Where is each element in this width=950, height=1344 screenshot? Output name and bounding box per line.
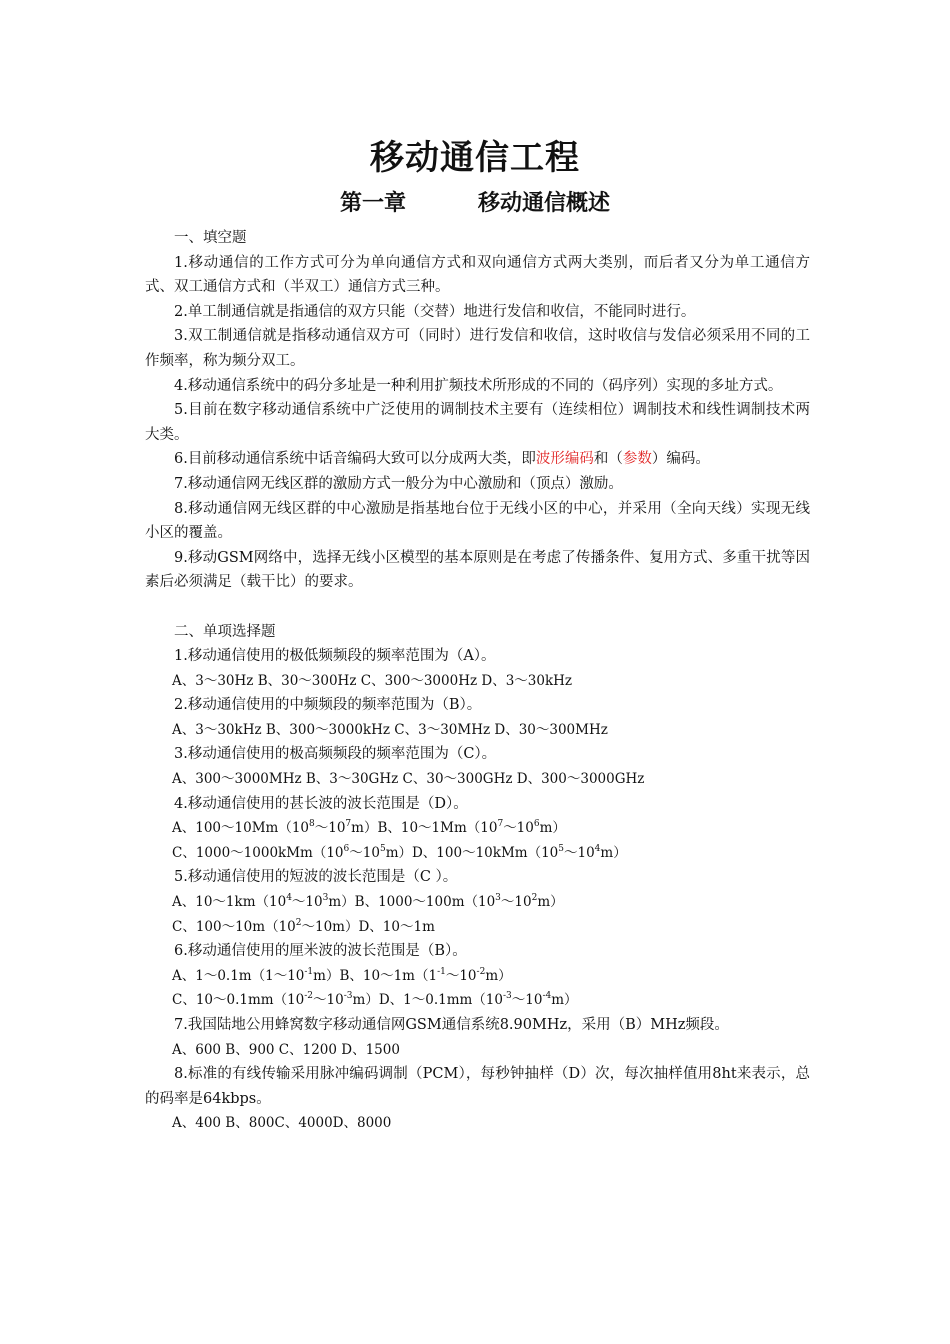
exponent: -3 bbox=[502, 991, 512, 1002]
choice-options: A、400 B、800C、4000D、8000 bbox=[172, 1115, 392, 1132]
text-span: m）D、1～0.1mm（10 bbox=[352, 992, 503, 1009]
exponent: -3 bbox=[343, 991, 353, 1002]
text-span: m） bbox=[539, 820, 566, 837]
choice-options bbox=[145, 841, 810, 866]
text-span: ～10 bbox=[563, 844, 595, 861]
exponent: 4 bbox=[594, 843, 601, 854]
text-span: m） bbox=[551, 992, 578, 1009]
chapter-heading bbox=[0, 186, 950, 217]
exponent: 7 bbox=[345, 819, 352, 830]
fill-question-7: 7.移动通信网无线区群的激励方式一般分为中心激励和（顶点）激励。 bbox=[174, 475, 623, 492]
text-span: m）D、100～10kMm（10 bbox=[385, 844, 559, 861]
text-span: C、1000～1000kMm（10 bbox=[172, 844, 344, 861]
text-span: ～10 bbox=[313, 992, 344, 1009]
choice-options bbox=[145, 988, 810, 1013]
document-body bbox=[145, 226, 810, 1136]
text-span: ～10 bbox=[291, 894, 323, 911]
fill-question-5: 5.目前在数字移动通信系统中广泛使用的调制技术主要有（连续相位）调制技术和线性调制技术两大类。 bbox=[145, 402, 810, 443]
text-span: ～10 bbox=[445, 967, 477, 984]
choice-question-8: 8.标准的有线传输采用脉冲编码调制（PCM），每秒钟抽样（D）次，每次抽样值用8ht来表示，总的码率是64kbps。 bbox=[145, 1066, 810, 1107]
choice-options bbox=[145, 915, 810, 940]
text-span: ～10m）D、10～1m bbox=[301, 918, 435, 935]
highlighted-answer: 参数 bbox=[622, 451, 652, 468]
choice-question-6: 6.移动通信使用的厘米波的波长范围是（B）。 bbox=[174, 943, 467, 960]
exponent: 3 bbox=[322, 893, 329, 904]
choice-question-2: 2.移动通信使用的中频频段的频率范围为（B）。 bbox=[174, 697, 482, 714]
text-span: ～10 bbox=[511, 992, 543, 1009]
exponent: -4 bbox=[542, 991, 552, 1002]
exponent: -1 bbox=[437, 966, 446, 977]
exponent: -1 bbox=[304, 966, 314, 977]
text-span: A、10～1km（10 bbox=[172, 894, 287, 911]
text-span: C、100～10m（10 bbox=[172, 918, 296, 935]
section-heading: 二、单项选择题 bbox=[174, 623, 276, 640]
fill-question-9: 9.移动GSM网络中，选择无线小区模型的基本原则是在考虑了传播条件、复用方式、多重干扰等因素后必须满足（载干比）的要求。 bbox=[145, 549, 810, 591]
text-span: ～10 bbox=[314, 820, 346, 837]
blank-line bbox=[145, 595, 810, 620]
text-span: 和（ bbox=[593, 451, 623, 468]
text-span: m）B、1000～100m（10 bbox=[328, 894, 496, 911]
choice-options: A、300～3000MHz B、3～30GHz C、30～300GHz D、300～3000GHz bbox=[172, 771, 645, 788]
fill-question-4: 4.移动通信系统中的码分多址是一种利用扩频技术所形成的不同的（码序列）实现的多址方式。 bbox=[174, 377, 783, 394]
exponent: -2 bbox=[304, 991, 314, 1002]
text-span: m）B、10～1m（1 bbox=[313, 967, 438, 984]
exponent: 6 bbox=[343, 843, 350, 854]
choice-question-5: 5.移动通信使用的短波的波长范围是（C ）。 bbox=[174, 869, 458, 886]
fill-question-8: 8.移动通信网无线区群的中心激励是指基地台位于无线小区的中心，并采用（全向天线）实现无线小区的覆盖。 bbox=[145, 500, 810, 542]
text-span: ）编码。 bbox=[651, 451, 710, 468]
choice-options: A、600 B、900 C、1200 D、1500 bbox=[172, 1041, 400, 1058]
exponent: 5 bbox=[558, 843, 564, 854]
text-span: m） bbox=[600, 844, 627, 861]
choice-question-7: 7.我国陆地公用蜂窝数字移动通信网GSM通信系统8.90MHz，采用（B）MHz频段。 bbox=[174, 1017, 729, 1033]
document-title: 移动通信工程 bbox=[370, 138, 580, 178]
text-span: m） bbox=[485, 967, 512, 984]
choice-options bbox=[145, 890, 810, 915]
choice-question-4: 4.移动通信使用的甚长波的波长范围是（D）。 bbox=[174, 795, 468, 812]
exponent: -2 bbox=[476, 966, 486, 977]
section-heading: 一、填空题 bbox=[174, 230, 247, 246]
text-span: A、100～10Mm（10 bbox=[172, 820, 309, 837]
text-span: 6.目前移动通信系统中话音编码大致可以分成两大类，即 bbox=[174, 451, 536, 468]
text-span: m）B、10～1Mm（10 bbox=[351, 820, 498, 837]
fill-question-3: 3.双工制通信就是指移动通信双方可（同时）进行发信和收信，这时收信与发信必须采用不同的工作频率，称为频分双工。 bbox=[145, 328, 810, 369]
exponent: 5 bbox=[379, 843, 386, 854]
text-span: m） bbox=[537, 894, 564, 911]
choice-options: A、3～30Hz B、30～300Hz C、300～3000Hz D、3～30kHz bbox=[172, 672, 573, 689]
choice-question-3: 3.移动通信使用的极高频频段的频率范围为（C）。 bbox=[174, 746, 497, 763]
text-span: ～10 bbox=[500, 894, 532, 911]
exponent: 2 bbox=[295, 917, 302, 928]
text-span: ～10 bbox=[503, 820, 534, 837]
choice-options: A、3～30kHz B、300～3000kHz C、3～30MHz D、30～300MHz bbox=[172, 721, 608, 738]
choice-options bbox=[145, 816, 810, 841]
exponent: 7 bbox=[497, 819, 504, 830]
chapter-name: 移动通信概述 bbox=[478, 191, 611, 216]
exponent: 3 bbox=[495, 893, 501, 904]
fill-question-2: 2.单工制通信就是指通信的双方只能（交替）地进行发信和收信，不能同时进行。 bbox=[174, 303, 696, 320]
exponent: 2 bbox=[531, 893, 538, 904]
highlighted-answer: 波形编码 bbox=[535, 451, 594, 468]
exponent: 6 bbox=[533, 819, 540, 830]
text-span: A、1～0.1m（1～10 bbox=[172, 967, 305, 984]
fill-question-6 bbox=[145, 447, 810, 472]
choice-options bbox=[145, 964, 810, 989]
chapter-number: 第一章 bbox=[339, 191, 406, 216]
text-span: C、10～0.1mm（10 bbox=[172, 992, 305, 1009]
exponent: 8 bbox=[309, 819, 315, 830]
fill-question-1: 1.移动通信的工作方式可分为单向通信方式和双向通信方式两大类别，而后者又分为单工通信方式、双工通信方式和（半双工）通信方式三种。 bbox=[145, 254, 810, 296]
text-span: ～10 bbox=[349, 844, 380, 861]
exponent: 4 bbox=[286, 893, 292, 904]
choice-question-1: 1.移动通信使用的极低频频段的频率范围为（A）。 bbox=[174, 648, 496, 665]
